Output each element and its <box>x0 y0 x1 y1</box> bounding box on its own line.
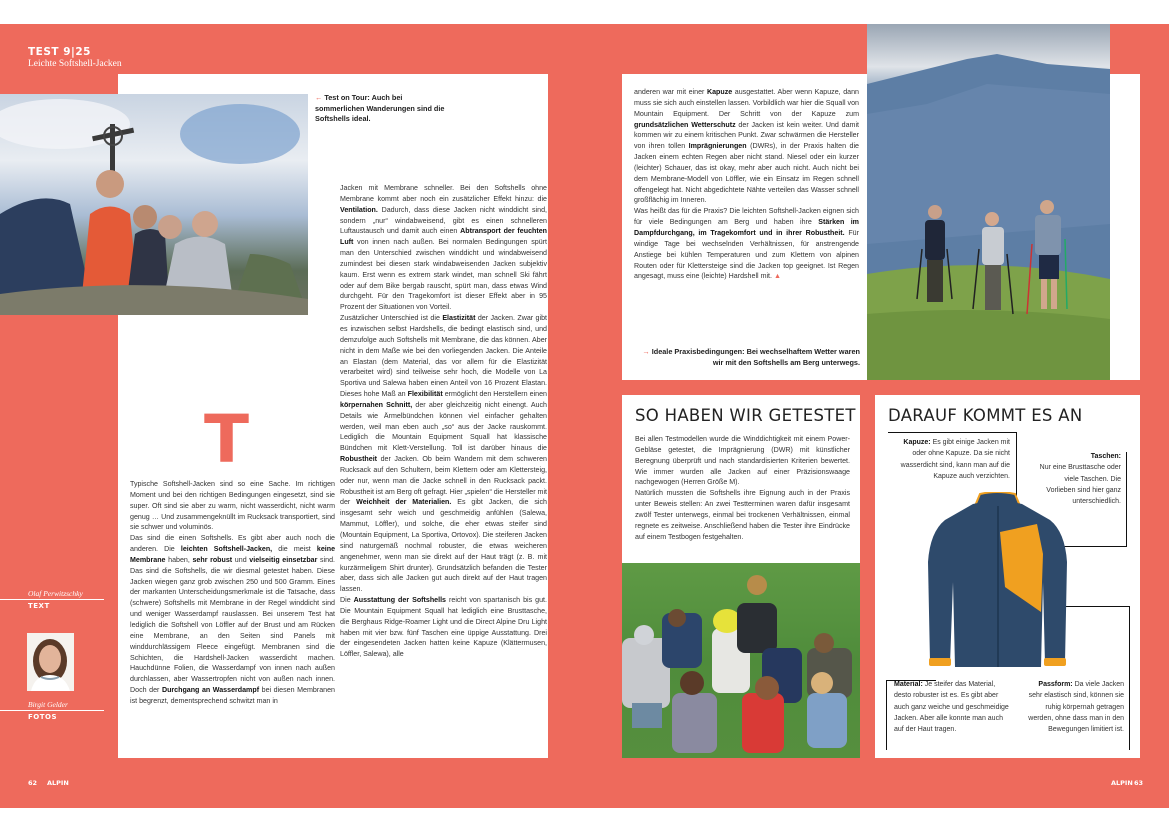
article-column-3 <box>634 87 859 282</box>
summit-group-photo-icon <box>0 94 308 315</box>
text-run: Zusätzlicher Unterschied ist die <box>340 314 443 323</box>
softshell-jacket-photo <box>925 492 1070 672</box>
testers-group-photo <box>622 563 860 758</box>
end-mark-icon: ▲ <box>773 272 781 281</box>
bold-phrase: Imprägnierungen <box>688 142 747 151</box>
section-subtitle: Leichte Softshell-Jacken <box>28 59 122 69</box>
hikers-photo <box>867 24 1110 380</box>
bold-phrase: Weichheit der Materialien. <box>356 498 452 507</box>
text-run: Typische Softshell-Jacken sind so eine Sache. Im richtigen Moment und bei den richtigen Bedingungen eingesetzt, sind sie super. Oft sind sie aber zu warm, nicht wasserdicht, nicht warm genug … Und zusammengeknüllt im Rucksack transportiert, sind sie schwer und voluminös. <box>130 480 335 532</box>
text-run: bei diesen Membranen ist begrenzt, dementsprechend schwitzt man in <box>130 686 335 705</box>
callout-line-passform <box>1129 606 1130 750</box>
credit-divider <box>0 710 104 711</box>
bold-phrase: Abtransport der feuchten Luft <box>340 227 547 247</box>
summit-group-photo <box>0 94 308 315</box>
bold-phrase: Ausstattung der Softshells <box>353 596 446 605</box>
callout-material-label: Material: <box>894 681 923 688</box>
bold-phrase: Durchgang an Wasserdampf <box>161 686 260 695</box>
bold-phrase: vielseitig einsetzbar <box>249 555 318 564</box>
bold-phrase: sehr robust <box>192 555 233 564</box>
article-paragraph <box>634 87 859 206</box>
bold-phrase: körpernahen Schnitt, <box>340 400 413 409</box>
credit-divider <box>0 599 104 600</box>
article-column-2 <box>340 183 547 660</box>
text-run: ausgestattet. Aber wenn Kapuze, dann muss sie sich auch einstellen lassen. Vorbildlich war hier die Squall von Mountain Equipment. Der Schritt von der Kapuze zum <box>634 88 859 118</box>
article-paragraph <box>340 183 547 313</box>
bold-phrase: leichten Softshell-Jacken, <box>180 545 273 554</box>
text-run: der Jacken. Zwar gibt es inzwischen selbst Hardshells, die bedingt elastisch sind, und demzufolge auch Softshells mit Membrane, die das können. Aber nicht in dem Maße wie bei den vorliegenden Jacken. Die Anteile an Elastan (dem Material, das vor allem für die Elastizität verarbeitet wird) sind teilweise sehr hoch, die Modelle von La Sportiva und Salewa haben einen Anteil von 16 Prozent Elastan. Dieses hohe Maß an <box>340 314 547 399</box>
callout-kapuze-text: Es gibt einige Jacken mit oder ohne Kapuze. Da sie nicht wasserdicht sind, kann man auf die Kapuze auch verzichten. <box>900 439 1010 480</box>
test-method-paragraph: Natürlich mussten die Softshells ihre Eignung auch in der Praxis unter Beweis stellen: An zwei Testterminen waren dafür insgesamt zwölf Tester unterwegs, einmal bei trockenen Verhältnissen, einmal regnete es zeitweise. Anschließend haben die Tester ihre Eindrücke auf einem Testbogen festgehalten. <box>635 489 850 541</box>
drop-cap: T <box>204 401 250 478</box>
caption-left-text: Test on Tour: Auch bei sommerlichen Wanderungen sind die Softshells ideal. <box>315 93 445 123</box>
arrow-right-icon: → <box>642 347 650 356</box>
test-method-title: SO HABEN WIR GETESTET <box>635 406 856 425</box>
text-run: Es gibt Jacken, die sich insgesamt sehr weich und geschmeidig anfühlen (Salewa, Mammut, Löffler), und solche, die eher etwas steifer sind (Mountain Equipment, La Sportiva, Ortovox). Die steiferen Jacken sind naturgemäß nochmal robuster, die etwas weicheren angenehmer, wenn man sie direkt auf der Haut trägt (z. B. mit kurzärmeligem Shirt drunter). Grundsätzlich befanden die Tester aber, dass sich alle Jacken gut auch direkt auf der Haut tragen lassen. <box>340 498 547 594</box>
text-run: (DWRs), in der Praxis halten die Jacken einem echten Regen aber nicht stand. Niesel oder ein kurzer (leichter) Schauer, das ist okay, mehr aber auch nicht. Auch nicht bei dem Membrane-Modell von Löffler, wie ein Einsatz im Regen schnell offengelegt hat. Nicht abgedichtete Nähte verteilen das Wasser schnell großflächig im Inneren. <box>634 142 859 205</box>
bold-phrase: Elastizität <box>442 314 476 323</box>
page-number-left: 62 <box>28 779 38 787</box>
callout-line-passform-horizontal <box>1060 606 1130 607</box>
bold-phrase: Kapuze <box>706 88 733 96</box>
article-paragraph <box>130 533 335 707</box>
article-paragraph <box>130 479 335 533</box>
author-name: Olaf Perwitzschky <box>28 589 83 598</box>
callout-taschen-text: Nur eine Brusttasche oder viele Taschen. Die Vorlieben sind hier ganz unterschiedlich. <box>1039 464 1121 506</box>
author-role: TEXT <box>28 602 50 610</box>
callout-line-kapuze <box>888 432 1017 433</box>
callout-taschen-label: Taschen: <box>1090 453 1121 460</box>
text-run: Die <box>340 596 354 605</box>
photographer-role: FOTOS <box>28 713 57 721</box>
article-paragraph <box>634 206 859 282</box>
bold-phrase: keine Membrane <box>130 545 336 564</box>
callout-passform-label: Passform: <box>1038 681 1073 688</box>
callout-line-material <box>886 680 887 750</box>
callout-kapuze <box>888 437 1010 482</box>
text-run: haben, <box>165 555 193 564</box>
callout-material-text: Je steifer das Material, desto robuster ist es. Es gibt aber auch ganz weiche und geschmeidige Jacken. Aber alle konnte man auch auf der Haut tragen. <box>894 681 1009 734</box>
text-run: der Jacken ist kein weiter. Und damit kommen wir zu einem kritischen Punkt. Zwar schwärmen die Hersteller von ihren tollen <box>634 120 859 151</box>
magazine-name-right: ALPIN <box>1111 779 1133 787</box>
criteria-title: DARAUF KOMMT ES AN <box>888 406 1083 425</box>
test-number: TEST 9|25 <box>28 46 91 58</box>
text-run: von innen nach außen. Bei normalen Bedingungen spürt man den Unterschied zwischen winddicht und windabweisend zumindest bei diesen stark windabweisenden Jacken subjektiv kaum. Erst wenn es extrem stark windet, man schnell Ski fährt oder auf dem Bike bergab rauscht, spürt man, dass etwas Wind durchgeht. Für den Tragekomfort ist dieser Effekt aber in 95 Prozent der Situationen von Vorteil. <box>340 238 547 312</box>
photographer-portrait <box>27 633 74 691</box>
photographer-name: Birgit Gelder <box>28 700 68 709</box>
text-run: Das sind die einen Softshells. Es gibt aber auch noch die anderen. Die <box>130 534 335 554</box>
bold-phrase: Ventilation. <box>340 205 378 214</box>
magazine-name-left: ALPIN <box>47 779 69 787</box>
text-run: reicht von spartanisch bis gut. Die Mountain Equipment Squall hat lediglich eine Brusttasche, die Berghaus Ridge-Roamer Light und die Direct Alpine Dru Light haben mit vier bzw. fünf Taschen eine üppige Ausstattung. Drei der eingesendeten Jacken hatten keine Kapuze (Klättermusen, Löffler, Salewa), alle <box>340 596 547 659</box>
callout-line-taschen <box>1126 452 1127 547</box>
text-run: die meist <box>272 545 317 554</box>
text-run: ermöglicht den Herstellern einen <box>442 390 547 399</box>
test-method-text <box>635 434 850 542</box>
text-run: sind. Das sind die Softshells, die wir diesmal getestet haben. Diese Jacken wiegen ganz grob zwischen 250 und 500 Gramm. Eines der markanten Unterscheidungsmerkmale ist die Tatsache, dass (schwere) Softshells mit Membrane in der Regel winddicht sind und weniger Wasserdampf rauslassen. Bei unserem Test hat lediglich die Softshell von Löffler auf der Brust und am Rücken eine Membrane, an den Seiten sind Panels mit winddurchlässigem Fleece eingefügt. Membranen sind die Schichten, die Hardshell-Jacken wasserdicht machen. Hauchdünne Folien, die Wasserdampf von innen nach außen durchlassen, aber Wassertropfen nicht von außen nach innen. Doch der <box>130 555 336 695</box>
callout-kapuze-label: Kapuze: <box>903 439 931 446</box>
bold-phrase: Stärken im Dampfdurchgang, im Tragekomfort und in ihrer Robustheit. <box>634 218 859 237</box>
page-number-right: 63 <box>1134 779 1144 787</box>
text-run: anderen war mit einer <box>634 88 707 96</box>
section-kicker <box>28 46 122 69</box>
hikers-photo-icon <box>867 24 1110 380</box>
text-run: Dadurch, dass diese Jacken nicht winddicht sind, sondern „nur“ windabweisend, gibt es einen schnelleren Luftaustausch und damit auch einen <box>340 205 547 236</box>
text-run: Was heißt das für die Praxis? Die leichten Softshell-Jacken eignen sich für viele Bedingungen am Berg und haben ihre <box>634 207 859 227</box>
article-column-1 <box>130 479 335 707</box>
test-method-paragraph: Bei allen Testmodellen wurde die Winddichtigkeit mit einem Power-Gebläse getestet, die Imprägnierung (DWR) mit künstlicher Beregnung überprüft und nach standardisierten Kriterien bewertet. Wie immer wurden alle Jacken auf einer Präzisionswaage nachgewogen (Herren Größe M). <box>635 435 850 487</box>
bold-phrase: Robustheit <box>340 455 378 464</box>
bold-phrase: grundsätzlichen Wetterschutz <box>634 120 736 129</box>
bold-phrase: Flexibilität <box>407 390 443 399</box>
text-run: der Jacken. Ob beim Wandern mit dem schweren Rucksack auf den Schultern, beim Klettern oder am Klettersteig, oder nur, wenn man die Jacke schnell in den Rucksack packt. Robustheit ist am Berg oft gefragt. Hier „spielen“ die Hersteller mit der <box>340 455 547 507</box>
callout-passform <box>1024 679 1124 735</box>
text-run: der aber gleichzeitig nicht einengt. Auch Details wie Ärmelbündchen können viel einfacher gehalten werden, weil man eben auch „so“ aus der Jacke rauskommt. Lediglich die Mountain Equipment Squall hat klassische Bündchen mit Klett-Verstellung. Toll ist darüber hinaus die <box>340 400 547 453</box>
callout-line-kapuze-vertical <box>1016 432 1017 500</box>
article-paragraph <box>340 595 547 660</box>
right-page-white-strip <box>1110 74 1140 380</box>
callout-passform-text: Da viele Jacken sehr elastisch sind, können sie ruhig körpernah getragen werden, ohne dass man in den Bewegungen limitiert ist. <box>1028 681 1124 734</box>
callout-material <box>894 679 1014 735</box>
text-run: Für windige Tage bei wechselnden Verhältnissen, für anstrengende Anstiege bei kühlen Temperaturen und zum Klettern von alpinen Routen oder für Klettersteige sind die Jacken top geeignet. Ist Regen angesagt, muss eine (leichte) Hardshell mit. <box>634 228 859 281</box>
photo-caption-right <box>640 347 860 368</box>
softshell-jacket-icon <box>925 492 1070 672</box>
arrow-left-icon: ← <box>315 93 323 102</box>
article-paragraph <box>340 313 547 595</box>
photo-caption-left <box>315 93 445 125</box>
caption-right-text: Ideale Praxisbedingungen: Bei wechselhaftem Wetter waren wir mit den Softshells am Berg unterwegs. <box>651 347 860 367</box>
text-run: Jacken mit Membrane schneller. Bei den Softshells ohne Membrane kommt aber noch ein zusätzlicher Effekt hinzu: die <box>340 184 547 203</box>
text-run: und <box>232 555 250 564</box>
testers-group-photo-icon <box>622 563 860 758</box>
photographer-portrait-icon <box>27 633 74 691</box>
